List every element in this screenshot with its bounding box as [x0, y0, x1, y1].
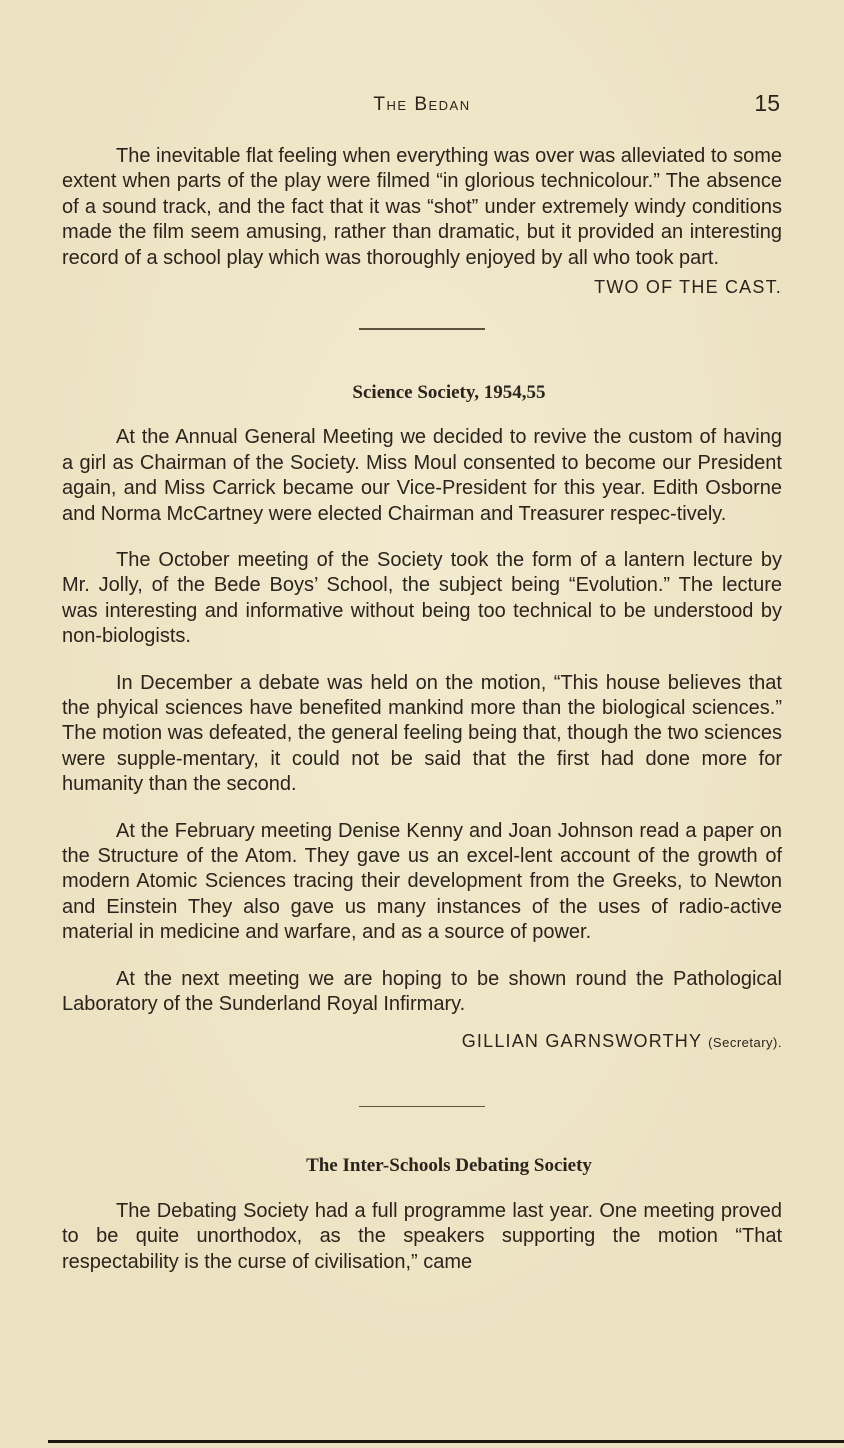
page-header — [0, 88, 844, 122]
debating-paragraph: The Debating Society had a full programme last year. One meeting proved to be quite unorthodox, as the speakers supporting the motion “That respectability is the curse of civilisation,” came — [62, 1199, 782, 1273]
play-report-signature: TWO OF THE CAST. — [594, 277, 782, 298]
bottom-rule — [48, 1440, 844, 1443]
science-society-signature — [62, 1029, 782, 1055]
section-divider — [359, 328, 485, 330]
page-content — [62, 144, 782, 1275]
debating-society-title: The Inter-Schools Debating Society — [306, 1155, 592, 1177]
running-title: The Bedan — [373, 94, 471, 115]
science-paragraph-5: At the next meeting we are hoping to be shown round the Pathological Laboratory of the Sunderland Royal Infirmary. — [62, 967, 782, 1016]
science-paragraph-4: At the February meeting Denise Kenny and Joan Johnson read a paper on the Structure of the Atom. They gave us an excel-lent account of the growth of modern Atomic Sciences tracing their development from the Greeks, to Newton and Einstein They also gave us many instances of the uses of radio-active material in medicine and warfare, and as a source of power. — [62, 819, 782, 944]
secretary-role: (Secretary). — [708, 1035, 782, 1051]
science-paragraph-3: In December a debate was held on the motion, “This house believes that the phyical sciences have benefited mankind more than the biological sciences.” The motion was defeated, the general feeling being that, though the two sciences were supple-mentary, it could not be said that the first had done more for humanity than the second. — [62, 671, 782, 796]
science-paragraph-1: At the Annual General Meeting we decided to revive the custom of having a girl as Chairman of the Society. Miss Moul consented to become our President again, and Miss Carrick became our Vice-President for this year. Edith Osborne and Norma McCartney were elected Chairman and Treasurer respec-tively. — [62, 426, 782, 525]
science-paragraph-2: The October meeting of the Society took the form of a lantern lecture by Mr. Jolly, of the Bede Boys’ School, the subject being “Evolution.” The lecture was interesting and informative without being too technical to be understood by non-biologists. — [62, 548, 782, 648]
secretary-name: GILLIAN GARNSWORTHY — [461, 1031, 702, 1052]
section-divider-2 — [359, 1106, 485, 1108]
play-report-paragraph: The inevitable flat feeling when everything was over was alleviated to some extent when parts of the play were filmed “in glorious technicolour.” The absence of a sound track, and the fact that it was “shot” under extremely windy conditions made the film seem amusing, rather than dramatic, but it provided an interesting record of a school play which was thoroughly enjoyed by all who took part. — [62, 145, 782, 269]
science-society-title: Science Society, 1954,55 — [352, 381, 546, 403]
page-number: 15 — [754, 90, 780, 116]
